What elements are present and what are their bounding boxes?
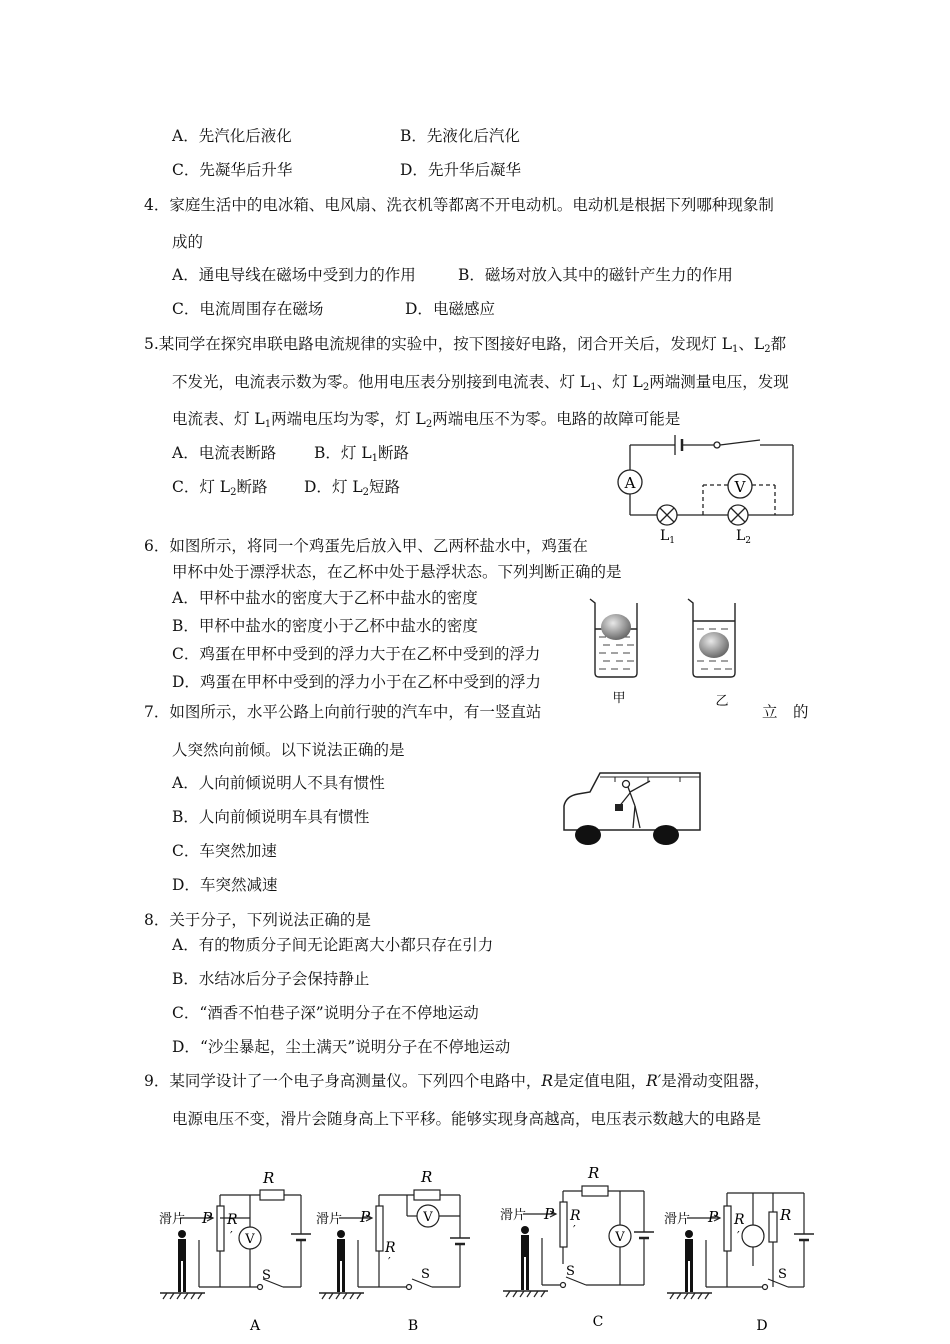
subscript: 1: [371, 453, 378, 464]
q8-stem-line1: [144, 910, 371, 930]
option-key: D．: [172, 1038, 200, 1056]
option-key: B．: [172, 808, 199, 826]
beaker-jia-liquid: [599, 637, 634, 669]
q4-number: 4．: [144, 196, 170, 214]
voltmeter-label: V: [734, 478, 746, 496]
q5-stem-line2: [172, 372, 789, 398]
r-prime-label: R: [734, 1212, 745, 1228]
q6-beakers-figure: [585, 595, 755, 710]
q9-circuit-c: [498, 1158, 668, 1338]
option-text: 人向前倾说明车具有惯性: [198, 808, 370, 826]
slider-label: 滑片: [500, 1208, 527, 1223]
q3-option-a: [172, 126, 292, 146]
switch-label: S: [566, 1264, 575, 1279]
p-label: P: [360, 1208, 371, 1226]
option-text: 电磁感应: [432, 300, 495, 318]
egg-suspended: [699, 632, 729, 658]
option-key: B．: [458, 266, 485, 284]
subscript: 1: [264, 419, 272, 430]
q5-text: 两端电压不为零。电路的故障可能是: [432, 410, 681, 428]
option-text: “酒香不怕巷子深”说明分子在不停地运动: [199, 1004, 479, 1022]
p-label: P: [544, 1205, 555, 1223]
person-silhouette: [521, 1226, 529, 1290]
option-key: C．: [172, 842, 200, 860]
option-key: C．: [172, 478, 200, 496]
q9-symbol-r-prime: R′: [646, 1072, 662, 1090]
person-silhouette: [337, 1230, 345, 1292]
q4-text: 家庭生活中的电冰箱、电风扇、洗衣机等都离不开电动机。电动机是根据下列哪种现象制: [169, 196, 774, 214]
q5-stem-line3: [172, 409, 680, 435]
option-text: “沙尘暴起，尘土满天”说明分子在不停地运动: [199, 1038, 511, 1056]
r-label: R: [588, 1164, 600, 1182]
option-key: C．: [172, 645, 200, 663]
q6-option-a: [172, 588, 478, 608]
q6-option-b: [172, 616, 478, 636]
subscript: 2: [230, 487, 237, 498]
q5-text: 两端电压均为零，灯 L: [271, 410, 426, 428]
option-text: 有的物质分子间无论距离大小都只存在引力: [198, 936, 494, 954]
subscript: 2: [362, 487, 370, 498]
q5-text: 、L: [738, 335, 765, 353]
option-key: C．: [172, 161, 200, 179]
q9-stem-line1: [144, 1071, 770, 1091]
r-label: R: [421, 1168, 433, 1186]
option-text: 磁场对放入其中的磁针产生力的作用: [484, 266, 733, 284]
option-key: C．: [172, 1004, 200, 1022]
option-text: 水结冰后分子会保持静止: [198, 970, 370, 988]
q5-text: 、灯 L: [596, 373, 643, 391]
passenger-bag: [615, 804, 623, 811]
option-text: 先液化后汽化: [426, 127, 520, 145]
q5-number: 5.: [144, 335, 159, 353]
option-key: A．: [172, 774, 199, 792]
q6-number: 6．: [144, 537, 170, 555]
option-text: 断路: [236, 478, 268, 496]
voltmeter-label: V: [423, 1210, 433, 1225]
q8-number: 8．: [144, 911, 170, 929]
voltmeter-label: V: [245, 1232, 255, 1247]
option-key: D．: [405, 300, 433, 318]
option-text: 灯 L: [199, 478, 231, 496]
option-text: 灯 L: [340, 444, 372, 462]
q5-text: 都: [770, 335, 787, 353]
option-text: 通电导线在磁场中受到力的作用: [198, 266, 416, 284]
option-text: 电流周围存在磁场: [199, 300, 324, 318]
option-key: A．: [172, 936, 199, 954]
q4-stem-line1: [144, 195, 774, 215]
subscript: 2: [425, 419, 433, 430]
voltmeter-label: V: [615, 1230, 625, 1245]
r-label: R: [263, 1169, 275, 1187]
q7-bus-figure: [560, 768, 710, 848]
subscript: 2: [642, 382, 650, 393]
q3-option-b: [400, 126, 520, 146]
option-text: 甲杯中盐水的密度小于乙杯中盐水的密度: [198, 617, 478, 635]
q8-option-d: [172, 1037, 510, 1057]
option-text: 甲杯中盐水的密度大于乙杯中盐水的密度: [198, 589, 478, 607]
q9-stem-line2: 电源电压不变，滑片会随身高上下平移。能够实现身高越高，电压表示数越大的电路是: [172, 1110, 762, 1128]
q6-text: 如图所示，将同一个鸡蛋先后放入甲、乙两杯盐水中，鸡蛋在: [169, 537, 588, 555]
q4-stem-line2: 成的: [172, 233, 204, 251]
circuit-label-a: A: [249, 1318, 261, 1334]
option-key: C．: [172, 300, 200, 318]
q9-number: 9．: [144, 1072, 170, 1090]
subscript: 1: [590, 382, 597, 393]
option-text: 断路: [378, 444, 410, 462]
q8-option-a: [172, 935, 493, 955]
option-key: A．: [172, 266, 199, 284]
cup-jia-label: 甲: [612, 691, 626, 706]
q5-circuit-diagram: [610, 425, 810, 550]
q4-option-a: [172, 265, 416, 285]
subscript: 1: [732, 344, 739, 355]
option-key: B．: [314, 444, 341, 462]
option-text: 鸡蛋在甲杯中受到的浮力大于在乙杯中受到的浮力: [199, 645, 541, 663]
q5-text: 两端测量电压，发现: [649, 373, 789, 391]
r-prime-label: R: [570, 1208, 581, 1224]
option-text: 先升华后凝华: [427, 161, 521, 179]
option-key: D．: [172, 673, 200, 691]
q5-option-c: [172, 477, 268, 503]
q6-stem-line2: 甲杯中处于漂浮状态，在乙杯中处于悬浮状态。下列判断正确的是: [172, 563, 622, 581]
slider-label: 滑片: [316, 1212, 343, 1227]
option-text: 人向前倾说明人不具有惯性: [198, 774, 385, 792]
option-key: D．: [400, 161, 428, 179]
option-key: A．: [172, 589, 199, 607]
q8-option-c: [172, 1003, 479, 1023]
q7-stem-line2: 人突然向前倾。以下说法正确的是: [172, 741, 405, 759]
q3-option-d: [400, 160, 521, 180]
option-text: 鸡蛋在甲杯中受到的浮力小于在乙杯中受到的浮力: [199, 673, 541, 691]
option-text: 短路: [369, 478, 401, 496]
q7-text: 如图所示，水平公路上向前行驶的汽车中，有一竖直站: [169, 703, 542, 721]
q7-option-a: [172, 773, 385, 793]
prime-mark: ′: [388, 1255, 391, 1269]
q5-text: 某同学在探究串联电路电流规律的实验中，按下图接好电路，闭合开关后，发现灯 L: [158, 335, 733, 353]
slider-label: 滑片: [664, 1212, 691, 1227]
circuit-label-b: B: [407, 1318, 419, 1334]
q9-symbol-r: R: [541, 1072, 554, 1090]
q9-circuit-b: [314, 1160, 484, 1340]
q7-option-d: [172, 875, 277, 895]
q7-number: 7．: [144, 703, 170, 721]
q6-option-c: [172, 644, 540, 664]
circuit-label-d: D: [756, 1318, 768, 1334]
circuit-label-c: C: [592, 1314, 604, 1330]
option-text: 车突然减速: [199, 876, 278, 894]
q9-text: 是定值电阻，: [553, 1072, 647, 1090]
q6-option-d: [172, 672, 541, 692]
egg-floating: [601, 614, 631, 640]
q6-stem-line1: [144, 536, 588, 556]
q9-circuit-d: [662, 1160, 832, 1340]
switch-blade: [720, 440, 760, 445]
option-key: B．: [172, 617, 199, 635]
q7-stem-line1-tail: 立 的: [762, 703, 809, 721]
option-key: D．: [304, 478, 332, 496]
option-text: 先汽化后液化: [198, 127, 292, 145]
option-text: 电流表断路: [198, 444, 277, 462]
q8-text: 关于分子，下列说法正确的是: [169, 911, 371, 929]
front-wheel: [575, 825, 601, 845]
option-key: B．: [400, 127, 427, 145]
subscript: 2: [764, 344, 771, 355]
prime-mark: ′: [737, 1229, 740, 1243]
q3-option-c: [172, 160, 292, 180]
q9-circuit-a: [155, 1160, 325, 1340]
option-key: B．: [172, 970, 199, 988]
q5-option-d: [304, 477, 400, 503]
option-key: A．: [172, 444, 199, 462]
option-key: A．: [172, 127, 199, 145]
q5-option-a: [172, 443, 276, 463]
p-label: P: [708, 1208, 719, 1226]
q8-option-b: [172, 969, 369, 989]
option-text: 车突然加速: [199, 842, 277, 860]
switch-label: S: [262, 1268, 271, 1283]
q5-option-b: [314, 443, 409, 469]
slider-label: 滑片: [159, 1212, 186, 1227]
p-label: P: [202, 1209, 213, 1227]
ammeter-label: A: [624, 474, 636, 492]
rear-wheel: [653, 825, 679, 845]
switch-pivot: [714, 442, 720, 448]
cup-yi-label: 乙: [715, 694, 729, 709]
q4-option-d: [405, 299, 495, 319]
q5-stem-line1: [144, 334, 786, 360]
switch-label: S: [421, 1267, 430, 1282]
q9-text: 是滑动变阻器，: [661, 1072, 770, 1090]
prime-mark: ′: [573, 1223, 576, 1237]
q4-option-b: [458, 265, 733, 285]
q4-option-c: [172, 299, 323, 319]
q5-text: 不发光，电流表示数为零。他用电压表分别接到电流表、灯 L: [172, 373, 591, 391]
person-silhouette: [685, 1230, 693, 1292]
lamp1-label: $L_1$: [660, 528, 676, 546]
r-prime-label: R: [385, 1240, 396, 1256]
option-text: 灯 L: [331, 478, 363, 496]
q7-option-b: [172, 807, 369, 827]
r-prime-label: R: [227, 1212, 238, 1228]
prime-mark: ′: [230, 1229, 233, 1243]
person-silhouette: [178, 1230, 186, 1292]
q7-option-c: [172, 841, 277, 861]
lamp2-label: $L_2$: [736, 528, 752, 546]
option-key: D．: [172, 876, 200, 894]
switch-label: S: [778, 1267, 787, 1282]
r-label: R: [780, 1206, 792, 1224]
q5-text: 电流表、灯 L: [172, 410, 265, 428]
q9-text: 某同学设计了一个电子身高测量仪。下列四个电路中，: [169, 1072, 542, 1090]
q7-stem-line1: [144, 702, 541, 722]
option-text: 先凝华后升华: [199, 161, 293, 179]
